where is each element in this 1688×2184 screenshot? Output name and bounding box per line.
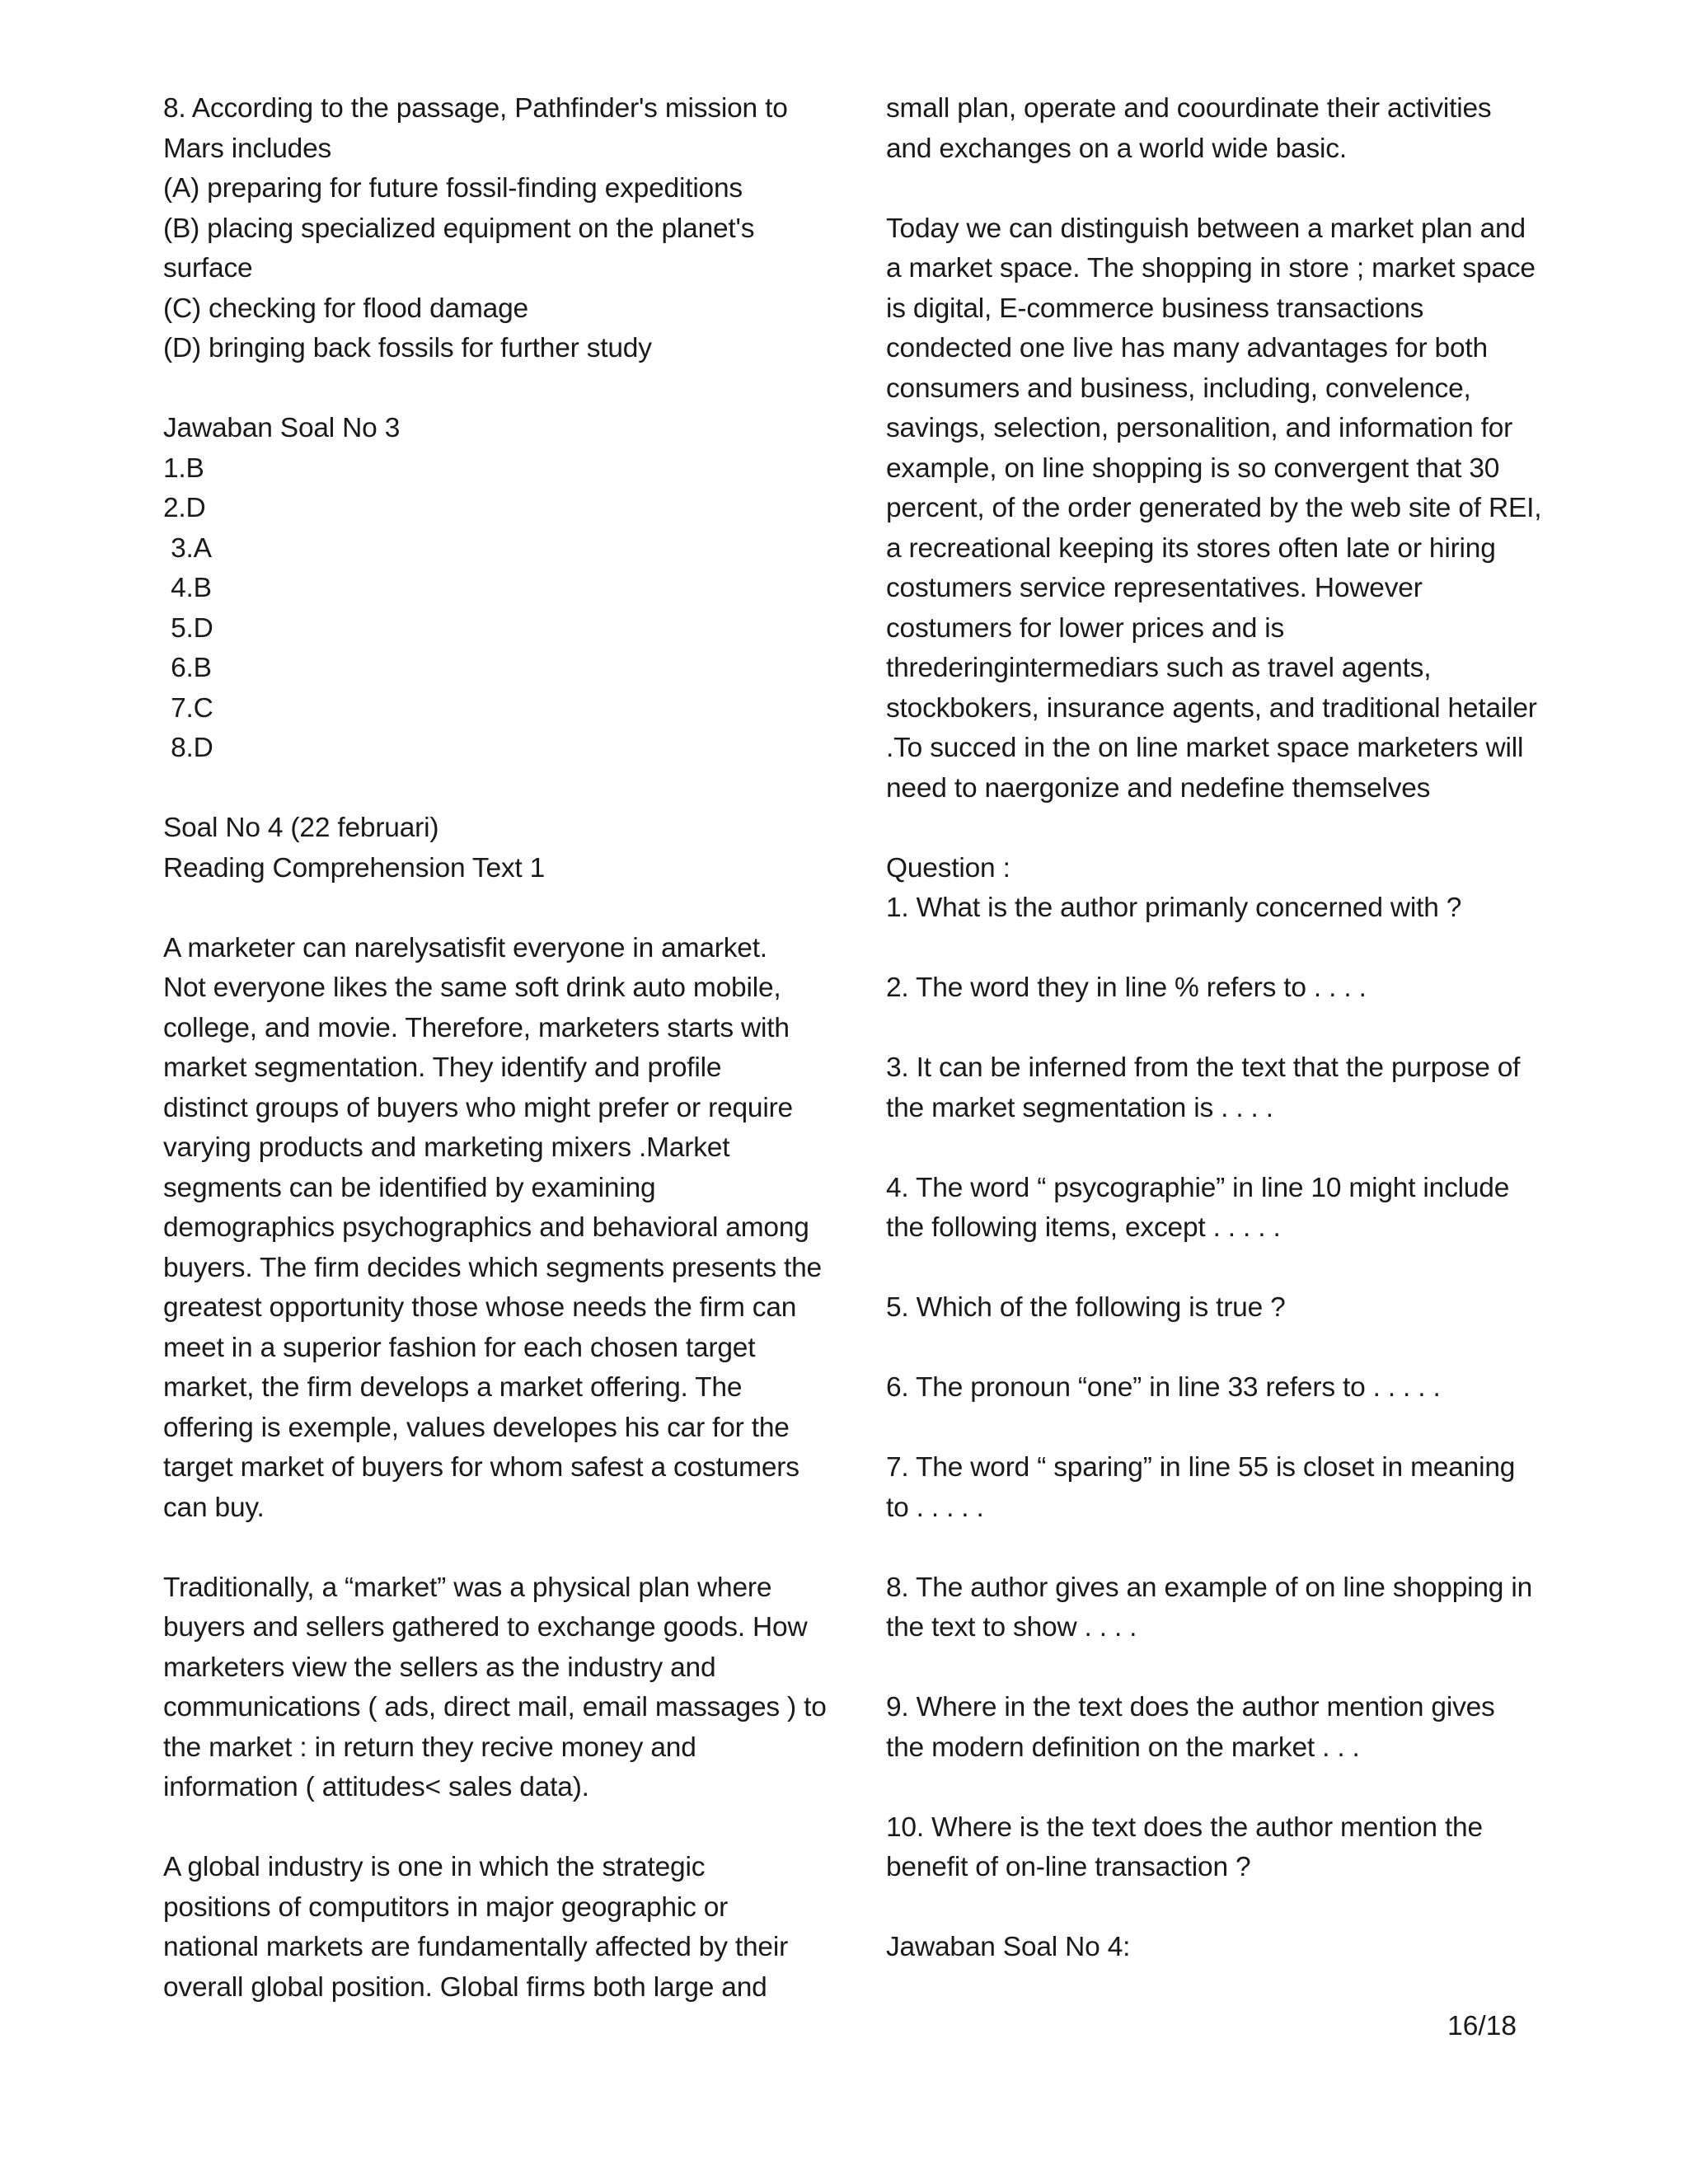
text-line: varying products and marketing mixers .Market bbox=[163, 1132, 730, 1163]
text-line: Jawaban Soal No 4: bbox=[886, 1932, 1131, 1962]
text-line: Soal No 4 (22 februari) bbox=[163, 813, 439, 843]
blank-line bbox=[886, 1648, 1545, 1689]
text-line: positions of computitors in major geographic or bbox=[163, 1891, 729, 1923]
text-line: costumers service representatives. However bbox=[886, 573, 1423, 603]
blank-line bbox=[886, 1888, 1545, 1929]
text-line: buyers and sellers gathered to exchange goods. How bbox=[163, 1612, 808, 1643]
text-line: Not everyone likes the same soft drink auto mobile, bbox=[163, 972, 781, 1003]
blank-line bbox=[886, 169, 1545, 209]
text-line: 2.D bbox=[163, 493, 206, 523]
text-line: 7. The word “ sparing” in line 55 is closet in meaning bbox=[886, 1452, 1516, 1483]
text-line: 5. Which of the following is true ? bbox=[886, 1292, 1286, 1323]
text-line: 8. The author gives an example of on line shopping in bbox=[886, 1572, 1533, 1603]
text-line: condected one live has many advantages for both bbox=[886, 333, 1488, 363]
text-line: communications ( ads, direct mail, email massages ) to bbox=[163, 1692, 827, 1722]
blank-line bbox=[163, 769, 823, 809]
blank-line bbox=[163, 1528, 823, 1568]
text-line: surface bbox=[163, 253, 253, 284]
text-line: the market : in return they recive money and bbox=[163, 1732, 696, 1763]
text-line: distinct groups of buyers who might prefer or require bbox=[163, 1092, 793, 1123]
blank-line bbox=[886, 1329, 1545, 1369]
text-line: buyers. The firm decides which segments presents the bbox=[163, 1252, 822, 1283]
blank-line bbox=[163, 888, 823, 929]
text-line: marketers view the sellers as the industry and bbox=[163, 1652, 716, 1683]
text-line: 3. It can be inferned from the text that the purpose of bbox=[886, 1052, 1521, 1083]
blank-line bbox=[886, 1768, 1545, 1808]
text-line: 1. What is the author primanly concerned with ? bbox=[886, 893, 1462, 923]
text-line: 6. The pronoun “one” in line 33 refers to . . . . . bbox=[886, 1372, 1441, 1403]
text-line: information ( attitudes< sales data). bbox=[163, 1772, 589, 1802]
text-line: (A) preparing for future fossil-finding expeditions bbox=[163, 173, 743, 204]
text-line: Jawaban Soal No 3 bbox=[163, 413, 401, 443]
text-line: target market of buyers for whom safest a costumers bbox=[163, 1452, 799, 1483]
text-line: 10. Where is the text does the author mention the bbox=[886, 1811, 1483, 1843]
text-line: Question : bbox=[886, 852, 1010, 883]
text-line: 4.B bbox=[163, 573, 212, 603]
text-line: 4. The word “ psycographie” in line 10 might include bbox=[886, 1172, 1510, 1203]
text-line: national markets are fundamentally affected by their bbox=[163, 1932, 789, 1962]
blank-line bbox=[886, 1128, 1545, 1169]
text-line: overall global position. Global firms both large and bbox=[163, 1971, 767, 2003]
text-line: a recreational keeping its stores often late or hiring bbox=[886, 532, 1496, 564]
blank-line bbox=[886, 929, 1545, 969]
text-line: a market space. The shopping in store ; market space bbox=[886, 253, 1536, 284]
text-line: benefit of on-line transaction ? bbox=[886, 1852, 1251, 1882]
text-line: A global industry is one in which the strategic bbox=[163, 1852, 706, 1882]
text-line: 8.D bbox=[163, 733, 213, 763]
text-line: 3.A bbox=[163, 532, 212, 564]
text-line: 8. According to the passage, Pathfinder's mission to bbox=[163, 93, 788, 124]
text-line: 6.B bbox=[163, 653, 212, 683]
text-line: college, and movie. Therefore, marketers starts with bbox=[163, 1012, 790, 1043]
text-line: offering is exemple, values developes his car for the bbox=[163, 1412, 790, 1443]
text-line: can buy. bbox=[163, 1492, 265, 1523]
text-line: small plan, operate and coourdinate their activities bbox=[886, 93, 1492, 124]
blank-line bbox=[886, 808, 1545, 849]
text-line: threderingintermediars such as travel agents, bbox=[886, 653, 1432, 683]
text-line: and exchanges on a world wide basic. bbox=[886, 133, 1347, 164]
text-line: market, the firm develops a market offering. The bbox=[163, 1372, 743, 1403]
text-line: the text to show . . . . bbox=[886, 1612, 1137, 1643]
text-line: need to naergonize and nedefine themselves bbox=[886, 772, 1431, 804]
text-line: the following items, except . . . . . bbox=[886, 1212, 1281, 1243]
text-line: to . . . . . bbox=[886, 1492, 984, 1523]
text-line: the modern definition on the market . . . bbox=[886, 1732, 1360, 1763]
text-line: segments can be identified by examining bbox=[163, 1172, 656, 1203]
blank-line bbox=[163, 369, 823, 410]
text-line: A marketer can narelysatisfit everyone in amarket. bbox=[163, 932, 767, 963]
blank-line bbox=[886, 1249, 1545, 1289]
text-line: 2. The word they in line % refers to . . . . bbox=[886, 972, 1367, 1003]
right-column bbox=[886, 89, 1545, 1968]
blank-line bbox=[886, 1009, 1545, 1049]
text-line: stockbokers, insurance agents, and traditional hetailer bbox=[886, 692, 1537, 724]
text-line: demographics psychographics and behavioral among bbox=[163, 1212, 809, 1243]
text-line: market segmentation. They identify and profile bbox=[163, 1052, 722, 1083]
text-line: greatest opportunity those whose needs the firm can bbox=[163, 1292, 797, 1323]
text-line: is digital, E-commerce business transactions bbox=[886, 293, 1424, 324]
text-line: Mars includes bbox=[163, 133, 332, 164]
text-line: (B) placing specialized equipment on the planet's bbox=[163, 213, 755, 244]
text-line: consumers and business, including, convelence, bbox=[886, 373, 1471, 404]
text-line: 1.B bbox=[163, 452, 204, 484]
page-number: 16/18 bbox=[1447, 2011, 1517, 2041]
text-line: (D) bringing back fossils for further study bbox=[163, 333, 652, 363]
blank-line bbox=[163, 1808, 823, 1849]
text-line: savings, selection, personalition, and information for bbox=[886, 413, 1513, 443]
blank-line bbox=[886, 1408, 1545, 1449]
text-line: 5.D bbox=[163, 612, 213, 644]
text-line: Today we can distinguish between a market plan and bbox=[886, 213, 1526, 244]
text-line: Reading Comprehension Text 1 bbox=[163, 852, 546, 883]
blank-line bbox=[886, 1528, 1545, 1568]
text-line: meet in a superior fashion for each chosen target bbox=[163, 1332, 756, 1363]
text-line: example, on line shopping is so convergent that 30 bbox=[886, 452, 1500, 484]
text-line: Traditionally, a “market” was a physical plan where bbox=[163, 1572, 772, 1603]
text-line: 7.C bbox=[163, 692, 213, 724]
left-column bbox=[163, 89, 827, 2008]
text-line: 9. Where in the text does the author mention gives bbox=[886, 1692, 1495, 1722]
text-line: (C) checking for flood damage bbox=[163, 293, 528, 324]
text-line: the market segmentation is . . . . bbox=[886, 1092, 1273, 1123]
text-line: percent, of the order generated by the web site of REI, bbox=[886, 493, 1542, 523]
text-line: costumers for lower prices and is bbox=[886, 612, 1285, 644]
text-line: .To succed in the on line market space marketers will bbox=[886, 733, 1524, 763]
